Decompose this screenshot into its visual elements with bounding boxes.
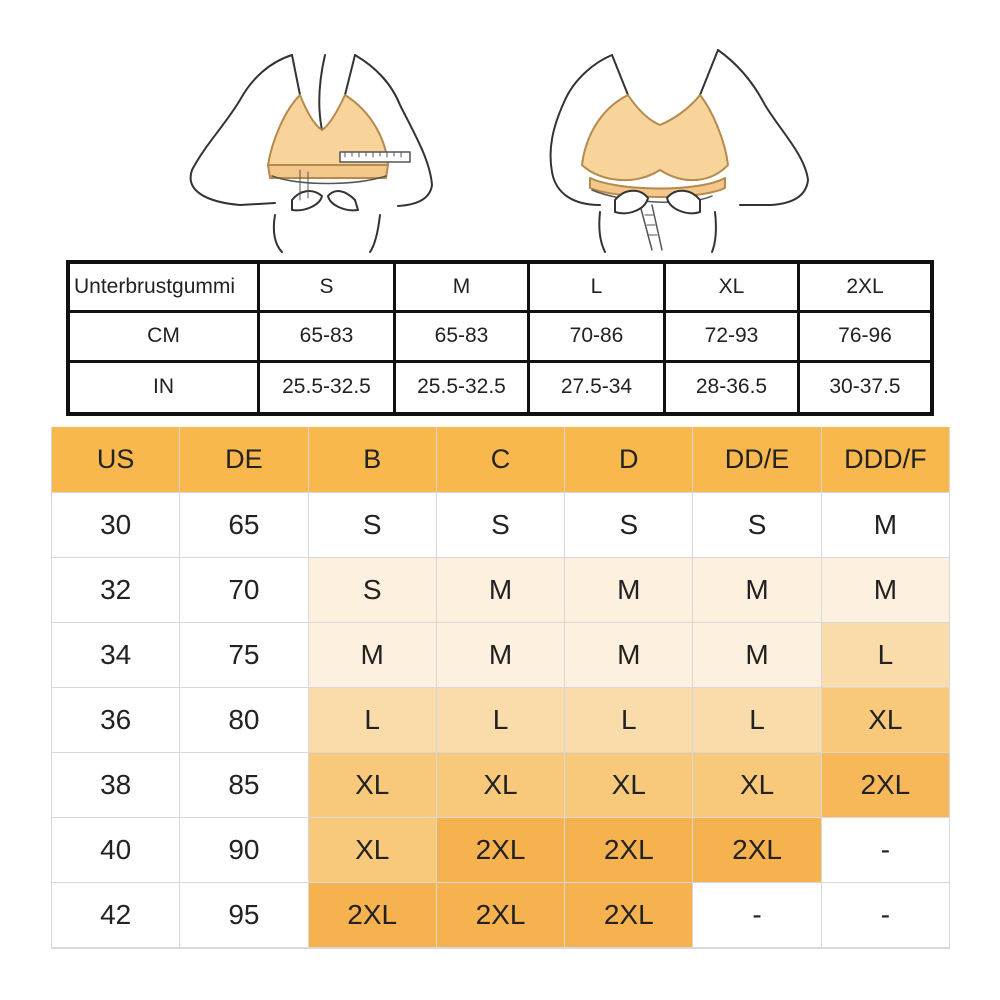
table-cell: 72-93 xyxy=(666,313,800,362)
table-cell: M xyxy=(309,623,437,688)
table-cell: 2XL xyxy=(437,883,565,948)
table-cell: L xyxy=(309,688,437,753)
table-cell: L xyxy=(693,688,821,753)
table-cell: 2XL xyxy=(565,818,693,883)
table-cell: XL xyxy=(822,688,950,753)
table-cell: M xyxy=(565,558,693,623)
header-cell: DD/E xyxy=(693,427,821,493)
table-cell: 65 xyxy=(180,493,308,558)
table-cell: 65-83 xyxy=(396,313,530,362)
header-cell: C xyxy=(437,427,565,493)
table-cell: 30 xyxy=(52,493,180,558)
table-cell: L xyxy=(822,623,950,688)
table-cell: 2XL xyxy=(565,883,693,948)
table-cell: XL xyxy=(565,753,693,818)
table-cell: M xyxy=(822,558,950,623)
table-cell: 28-36.5 xyxy=(666,363,800,412)
table-cell: - xyxy=(822,883,950,948)
table-cell: XL xyxy=(309,818,437,883)
table-cell: 32 xyxy=(52,558,180,623)
table-cell: - xyxy=(822,818,950,883)
table-cell: 34 xyxy=(52,623,180,688)
table-cell: 25.5-32.5 xyxy=(396,363,530,412)
header-cell: Unterbrustgummi xyxy=(70,264,260,313)
size-table xyxy=(51,427,950,949)
table-cell: S xyxy=(565,493,693,558)
table-cell: L xyxy=(565,688,693,753)
table-cell: S xyxy=(309,493,437,558)
header-cell: S xyxy=(260,264,396,313)
table-cell: M xyxy=(437,623,565,688)
table-cell: XL xyxy=(437,753,565,818)
table-cell: 95 xyxy=(180,883,308,948)
table-cell: XL xyxy=(693,753,821,818)
table-cell: 65-83 xyxy=(260,313,396,362)
table-cell: 75 xyxy=(180,623,308,688)
table-cell: M xyxy=(437,558,565,623)
measure-bust-figure xyxy=(551,50,808,252)
table-cell: 70 xyxy=(180,558,308,623)
measure-underbust-figure xyxy=(191,55,432,252)
table-cell: 42 xyxy=(52,883,180,948)
header-cell: 2XL xyxy=(800,264,930,313)
table-cell: M xyxy=(693,558,821,623)
header-cell: L xyxy=(530,264,666,313)
table-cell: S xyxy=(309,558,437,623)
table-cell: 90 xyxy=(180,818,308,883)
table-cell: M xyxy=(822,493,950,558)
table-cell: - xyxy=(693,883,821,948)
header-cell: US xyxy=(52,427,180,493)
table-cell: 2XL xyxy=(309,883,437,948)
table-cell: 27.5-34 xyxy=(530,363,666,412)
table-cell: 80 xyxy=(180,688,308,753)
table-cell: M xyxy=(693,623,821,688)
measurement-table xyxy=(66,260,934,416)
table-cell: 25.5-32.5 xyxy=(260,363,396,412)
table-cell: 70-86 xyxy=(530,313,666,362)
header-cell: DE xyxy=(180,427,308,493)
table-cell: 2XL xyxy=(822,753,950,818)
table-cell: 85 xyxy=(180,753,308,818)
header-cell: M xyxy=(396,264,530,313)
measurement-illustrations xyxy=(0,40,1000,260)
header-cell: XL xyxy=(666,264,800,313)
header-cell: D xyxy=(565,427,693,493)
header-cell: DDD/F xyxy=(822,427,950,493)
table-cell: 36 xyxy=(52,688,180,753)
table-cell: S xyxy=(437,493,565,558)
table-cell: 2XL xyxy=(437,818,565,883)
header-cell: B xyxy=(309,427,437,493)
row-label-cell: CM xyxy=(70,313,260,362)
table-cell: 76-96 xyxy=(800,313,930,362)
table-cell: 30-37.5 xyxy=(829,375,901,399)
table-cell: M xyxy=(565,623,693,688)
table-cell: 38 xyxy=(52,753,180,818)
table-cell: S xyxy=(693,493,821,558)
row-label-cell: IN xyxy=(70,363,260,412)
table-cell: XL xyxy=(309,753,437,818)
table-cell: 40 xyxy=(52,818,180,883)
table-cell: L xyxy=(437,688,565,753)
table-cell: 2XL xyxy=(693,818,821,883)
